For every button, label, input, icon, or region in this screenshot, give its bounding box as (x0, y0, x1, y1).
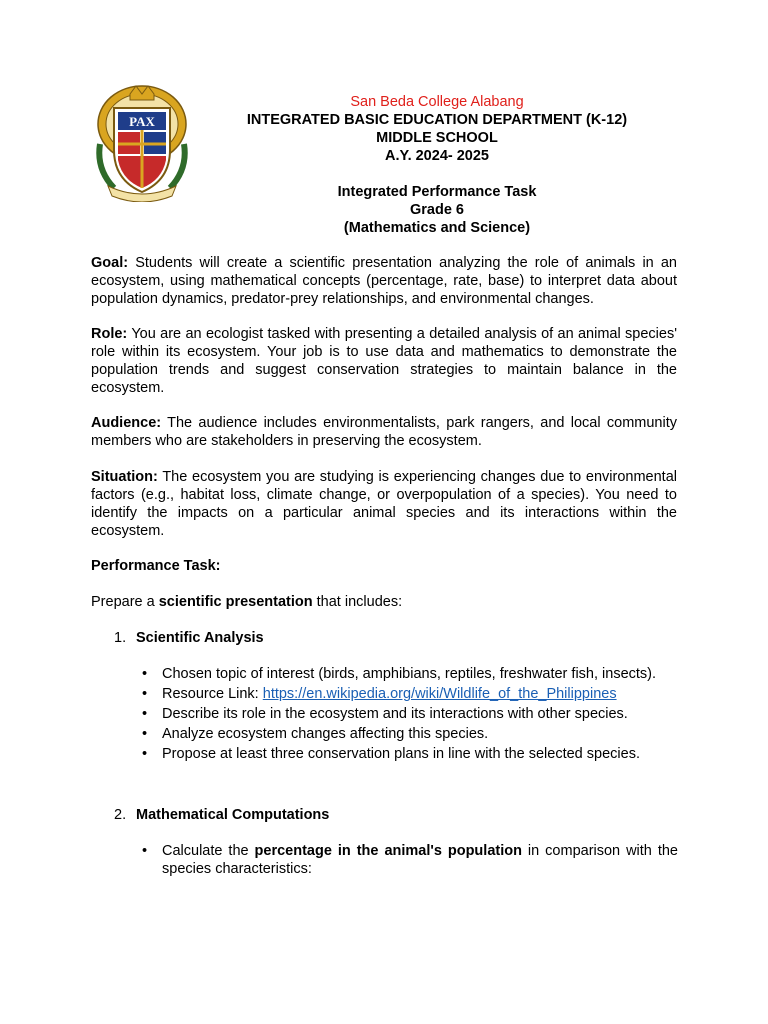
crest-pax-text: PAX (129, 114, 155, 129)
list-item: • Analyze ecosystem changes affecting this species. (142, 726, 489, 742)
prepare-line: Prepare a scientific presentation that includes: (91, 594, 403, 610)
list-item: • Resource Link: https://en.wikipedia.org/wiki/Wildlife_of_the_Philippines (142, 686, 617, 702)
section1-number: 1. (114, 630, 127, 646)
section2-title: Mathematical Computations (136, 807, 330, 823)
goal-label: Goal: (91, 255, 129, 271)
section2-number: 2. (114, 807, 127, 823)
bullet-icon: • (142, 666, 148, 682)
section2-bullet-list (142, 842, 678, 880)
audience-text: The audience includes environmentalists, park rangers, and local community members who are stakeholders in preserving the ecosystem. (91, 415, 677, 449)
role-label: Role: (91, 326, 128, 342)
academic-year: A.Y. 2024- 2025 (385, 148, 489, 164)
bullet-icon: • (142, 726, 148, 742)
audience-label: Audience: (91, 415, 162, 431)
situation-paragraph (91, 468, 677, 540)
bullet-icon: • (142, 706, 148, 722)
task-title: Integrated Performance Task (337, 184, 537, 200)
grade-level: Grade 6 (410, 202, 464, 218)
list-item: • Propose at least three conservation plans in line with the selected species. (142, 746, 640, 762)
role-paragraph (91, 325, 677, 397)
bullet-icon: • (142, 686, 148, 702)
goal-text: Students will create a scientific presentation analyzing the role of animals in an ecosystem, using mathematical concepts (percentage, rate, base) to interpret data about population dynamics, predator-prey relationships, and environmental changes. (91, 255, 677, 307)
subjects: (Mathematics and Science) (343, 220, 531, 236)
list-item: • Calculate the percentage in the animal's population in comparison with the species characteristics: (142, 843, 678, 877)
audience-paragraph (91, 414, 677, 450)
bullet-icon: • (142, 843, 148, 859)
performance-task-heading: Performance Task: (91, 558, 221, 574)
document-header (200, 93, 674, 237)
section1-title: Scientific Analysis (136, 630, 264, 646)
role-text: You are an ecologist tasked with presenting a detailed analysis of an animal species' role within its ecosystem. Your job is to use data and mathematics to demonstrate the population trends and suggest conservation strategies to maintain balance in the ecosystem. (91, 326, 677, 396)
resource-link[interactable]: https://en.wikipedia.org/wiki/Wildlife_of_the_Philippines (262, 686, 617, 702)
list-item: • Describe its role in the ecosystem and its interactions with other species. (142, 706, 628, 722)
situation-label: Situation: (91, 469, 158, 485)
department-name: INTEGRATED BASIC EDUCATION DEPARTMENT (K-12) (246, 112, 628, 128)
bullet-icon: • (142, 746, 148, 762)
college-crest-logo (94, 84, 190, 202)
goal-paragraph (91, 254, 677, 308)
college-name: San Beda College Alabang (350, 94, 524, 110)
situation-text: The ecosystem you are studying is experiencing changes due to environmental factors (e.g., habitat loss, climate change, or overpopulation of a species). You need to identify the impacts on a particular animal species and its interactions within the ecosystem. (91, 469, 677, 539)
school-level: MIDDLE SCHOOL (376, 130, 498, 146)
list-item: • Chosen topic of interest (birds, amphibians, reptiles, freshwater fish, insects). (142, 666, 657, 682)
section1-bullet-list (142, 665, 678, 765)
